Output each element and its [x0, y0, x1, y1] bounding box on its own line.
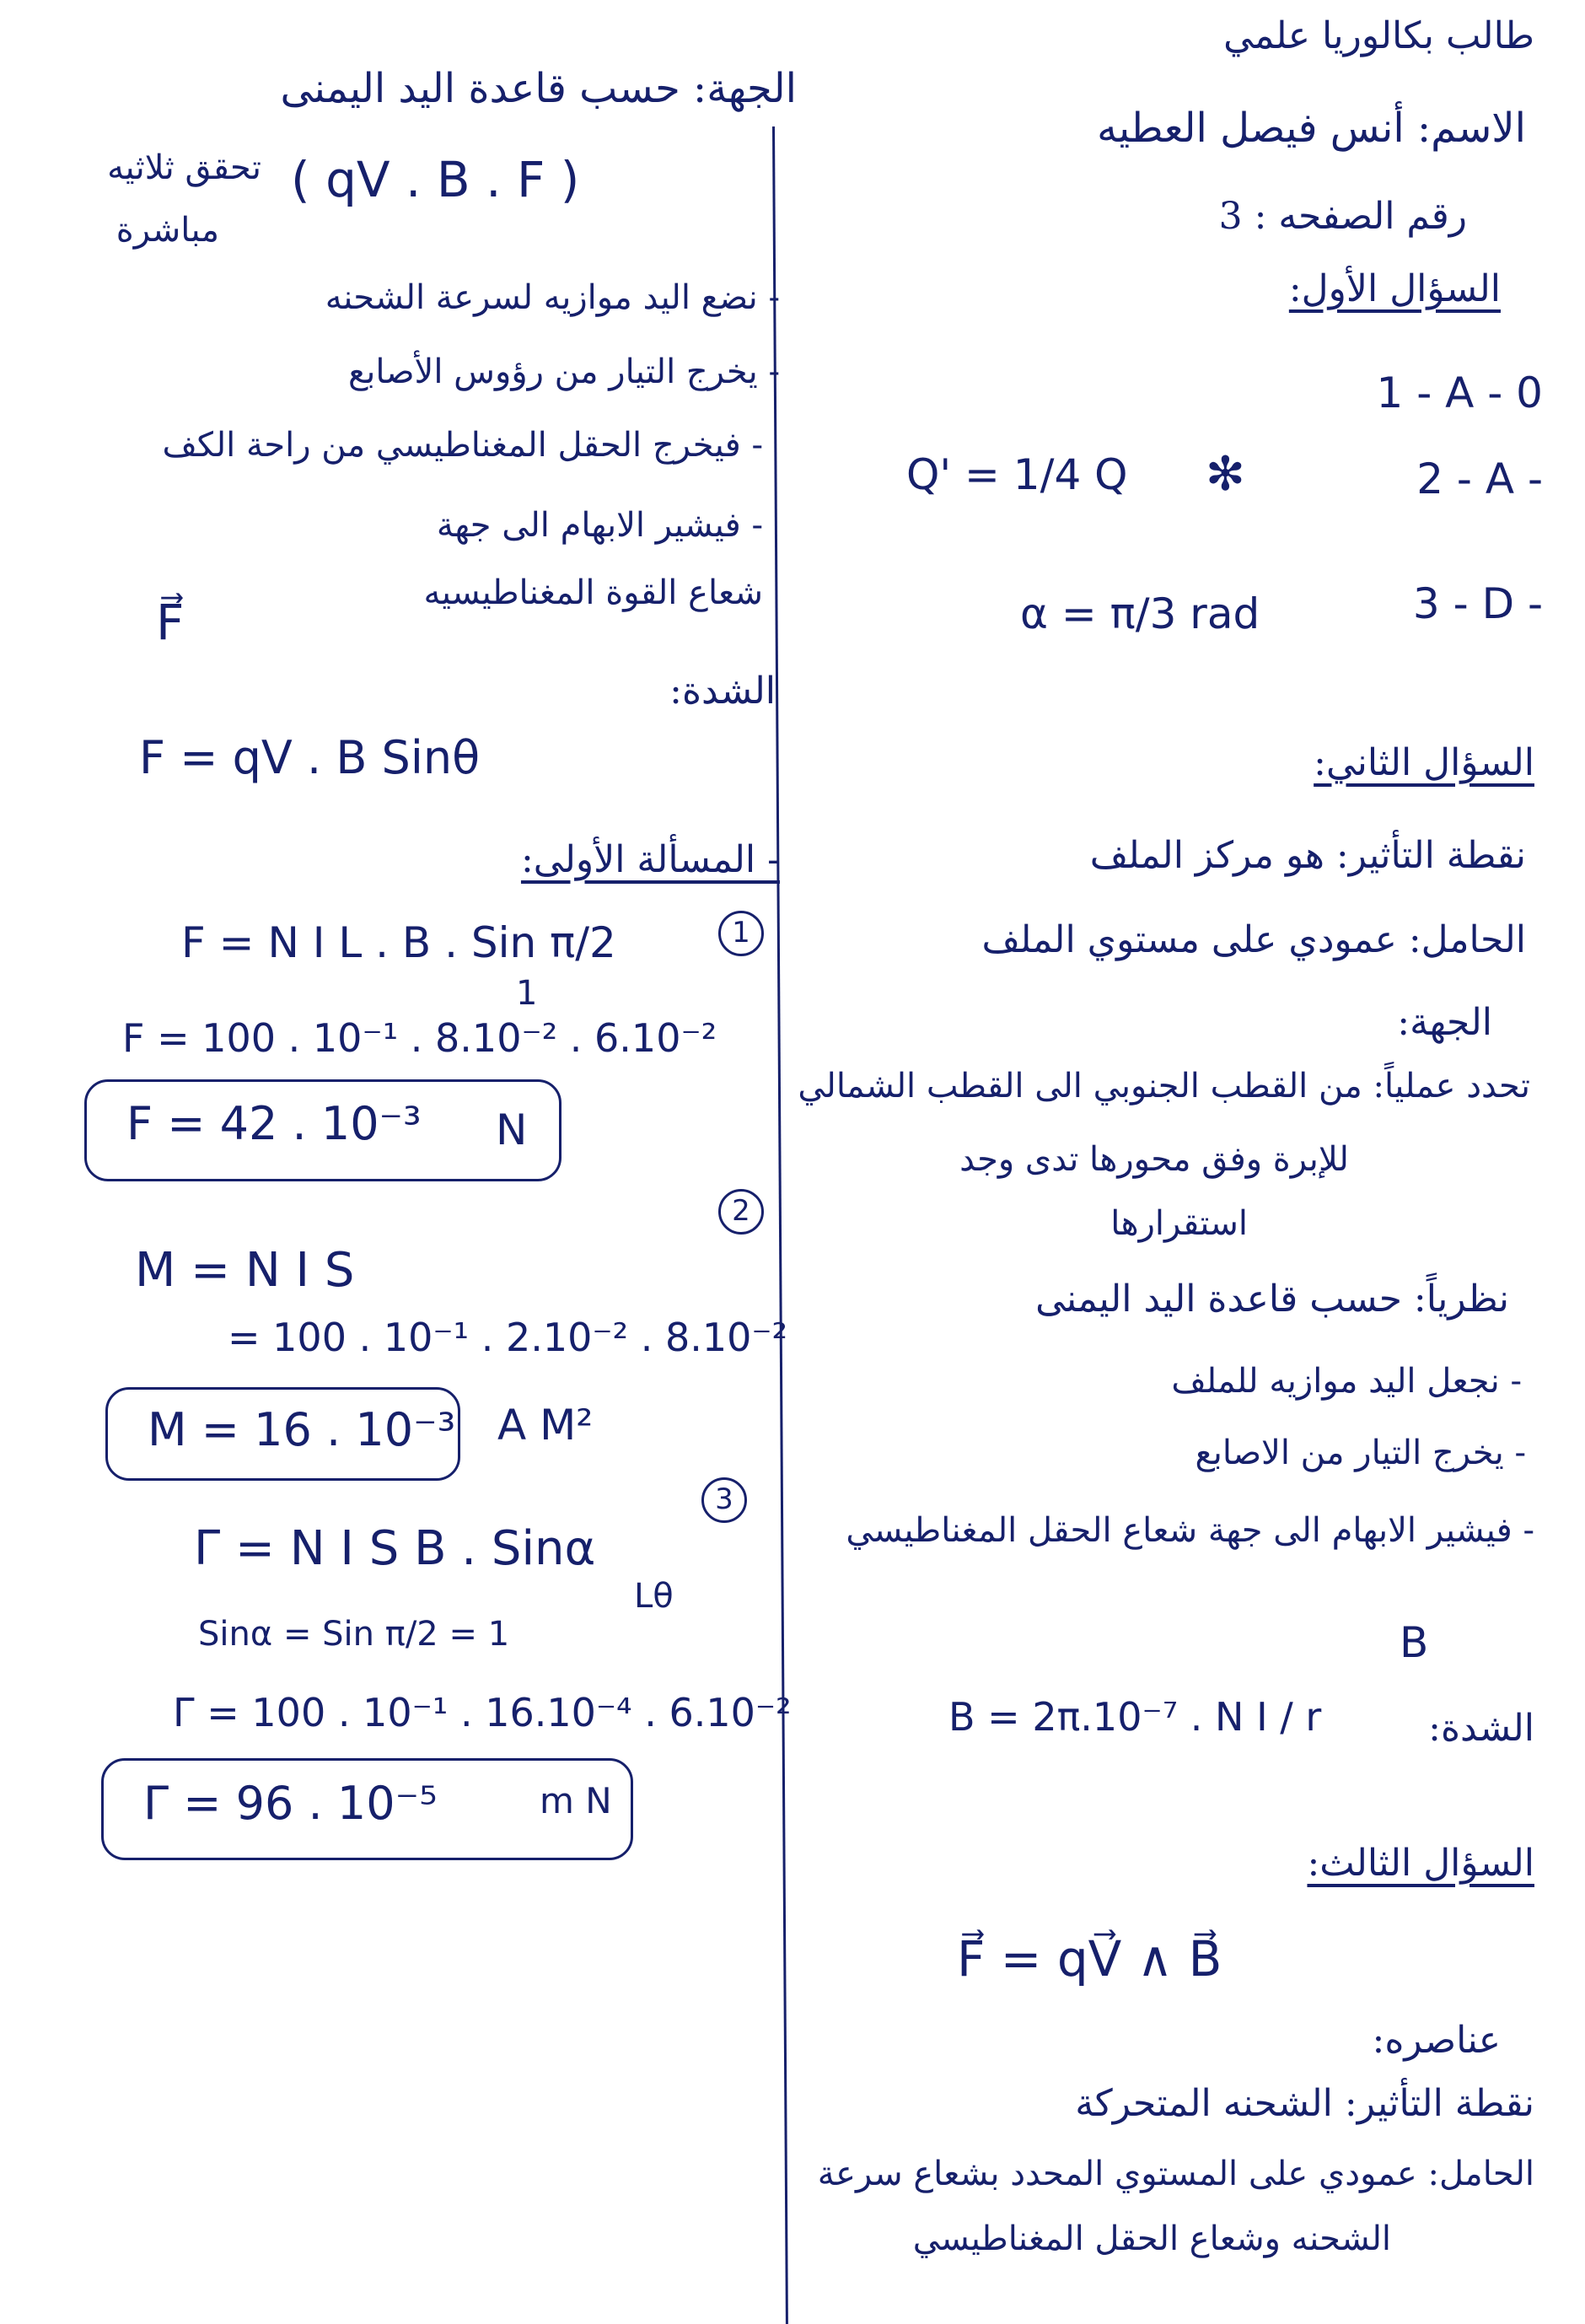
q3-line2: الشحنه وشعاع الحقل المغناطيسي — [912, 2219, 1391, 2258]
problem-title: - المسألة الأولى: — [520, 838, 780, 881]
left-d4: - فيشير الابهام الى جهة — [436, 506, 763, 545]
q2-exp3: استقرارها — [1110, 1204, 1248, 1243]
q2-b-symbol: B — [1400, 1618, 1429, 1667]
problem-f1: F = N I L . B . Sin π/2 — [181, 918, 616, 967]
q3-elements: عناصره: — [1372, 2019, 1501, 2062]
problem-t1: Γ = N I S B . Sinα — [194, 1521, 596, 1576]
q3-formula: F⃗ = qV⃗ ∧ B⃗ — [957, 1930, 1222, 1988]
problem-t2: Sinα = Sin π/2 = 1 — [198, 1615, 510, 1654]
problem-t4-unit: m N — [540, 1780, 612, 1821]
left-intensity-formula: F = qV . B Sinθ — [139, 731, 481, 784]
page-number: رقم الصفحه : 3 — [1218, 195, 1467, 238]
q2-exp1: تحدد عملياً: من القطب الجنوبي الى القطب الشمالي — [798, 1067, 1530, 1106]
left-d1: - نضع اليد موازيه لسرعة الشحنه — [325, 278, 780, 317]
left-d5: شعاع القوة المغناطيسيه — [423, 573, 763, 612]
q2-exp2: للإبرة وفق محورها تدى وجد — [959, 1140, 1349, 1179]
problem-m3: M = 16 . 10⁻³ — [148, 1403, 456, 1456]
problem-number-2: 2 — [718, 1189, 764, 1235]
left-d3: - فيخرج الحقل المغناطيسي من راحة الكف — [162, 426, 763, 465]
left-intensity-label: الشدة: — [669, 670, 776, 713]
q2-rule2: - يخرج التيار من الاصابع — [1195, 1434, 1526, 1472]
left-triple: ( qV . B . F ) — [291, 151, 580, 208]
problem-t1-note: Lθ — [634, 1577, 674, 1616]
student-name: الاسم: أنس فيصل العطيه — [1097, 105, 1526, 152]
q2-rule3: - فيشير الابهام الى جهة شعاع الحقل المغناطيسي — [846, 1511, 1534, 1550]
q1-answer-3: 3 - D - — [1412, 579, 1543, 628]
q2-intensity-label: الشدة: — [1428, 1707, 1534, 1750]
problem-f3: F = 42 . 10⁻³ — [126, 1097, 422, 1150]
problem-m1: M = N I S — [135, 1243, 355, 1298]
problem-m3-unit: A M² — [497, 1401, 594, 1450]
q2-theory: نظرياً: حسب قاعدة اليد اليمنى — [1035, 1278, 1509, 1321]
student-type: طالب بكالوريا علمي — [1223, 14, 1534, 57]
q2-title: السؤال الثاني: — [1314, 741, 1534, 784]
column-divider — [772, 126, 788, 2324]
q2-direction-title: الجهة: — [1397, 1001, 1492, 1044]
q3-title: السؤال الثالث: — [1307, 1842, 1534, 1885]
problem-number-1: 1 — [718, 911, 764, 956]
problem-f1-sub: 1 — [516, 974, 538, 1013]
problem-number-3: 3 — [701, 1477, 747, 1523]
q3-line1: الحامل: عمودي على المستوي المحدد بشعاع سرعة — [817, 2155, 1534, 2193]
problem-f2: F = 100 . 10⁻¹ . 8.10⁻² . 6.10⁻² — [122, 1015, 717, 1061]
q3-point: نقطة التأثير: الشحنه المتحركة — [1075, 2082, 1534, 2125]
q2-rule1: - نجعل اليد موازيه للملف — [1171, 1362, 1522, 1401]
problem-t3: Γ = 100 . 10⁻¹ . 16.10⁻⁴ . 6.10⁻² — [173, 1690, 792, 1735]
left-f-vector: F⃗ — [156, 594, 185, 651]
scribble-mark: ✻ — [1206, 447, 1245, 502]
problem-m2: = 100 . 10⁻¹ . 2.10⁻² . 8.10⁻² — [228, 1315, 788, 1360]
q1-answer-2: 2 - A - — [1416, 455, 1543, 503]
left-direction: الجهة: حسب قاعدة اليد اليمنى — [280, 65, 797, 112]
problem-t4: Γ = 96 . 10⁻⁵ — [143, 1777, 438, 1830]
q1-title: السؤال الأول: — [1288, 267, 1501, 310]
q1-answer-3-expr: α = π/3 rad — [1020, 589, 1260, 638]
left-d2: - يخرج التيار من رؤوس الأصابع — [347, 352, 780, 391]
problem-f3-unit: N — [496, 1106, 528, 1154]
left-direct1: تحقق ثلاثيه — [107, 148, 261, 187]
q2-point: نقطة التأثير: هو مركز الملف — [1089, 834, 1526, 877]
q1-answer-2-expr: Q' = 1/4 Q — [906, 450, 1128, 499]
q1-answer-1: 1 - A - 0 — [1376, 369, 1543, 417]
q2-intensity-formula: B = 2π.10⁻⁷ . N I / r — [948, 1694, 1322, 1740]
left-direct2: مباشرة — [116, 211, 219, 250]
q2-line: الحامل: عمودي على مستوي الملف — [981, 918, 1526, 961]
